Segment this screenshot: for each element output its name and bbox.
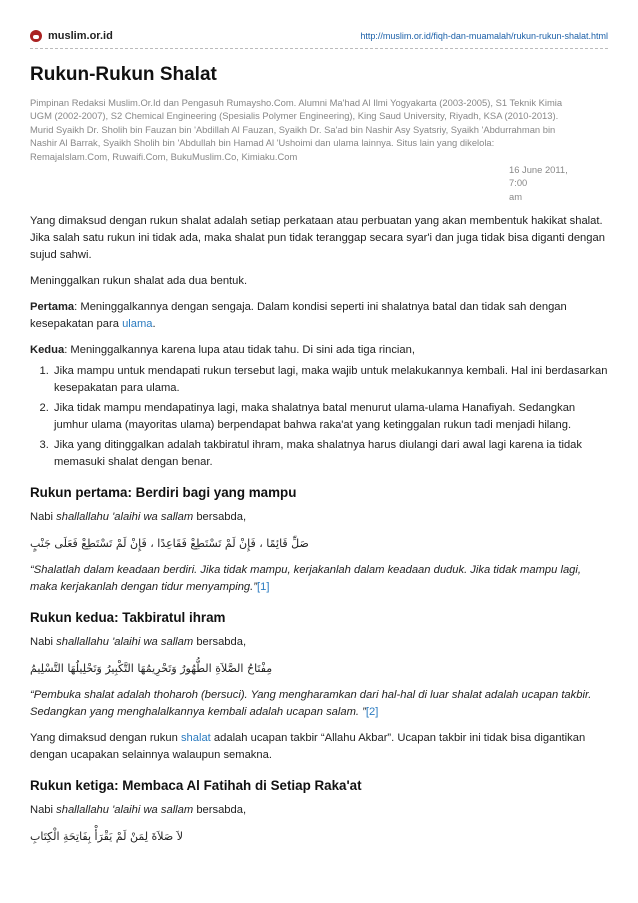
author-bio-line: Murid Syaikh Dr. Sholih bin Fauzan bin 'Abdillah Al Fauzan, Syaikh Dr. Sa'ad bin Nashir Asy Syatsriy, Syaikh 'Abdurrahman bin [30,123,556,135]
publish-date-line: 16 June 2011, 7:00 [509,164,568,189]
publish-date [509,163,579,203]
takbir-paragraph [30,730,608,764]
author-bio [30,96,608,163]
salawat-text: shallallahu 'alaihi wa sallam [56,511,194,524]
site-name[interactable]: muslim.or.id [48,30,113,42]
bersabda-text: bersabda, [193,636,247,649]
footnote-link[interactable]: [1] [256,581,270,594]
section-heading: Rukun pertama: Berdiri bagi yang mampu [30,485,297,501]
author-bio-line: Nashir Al Barrak, Syaikh Sholih bin 'Abdullah bin Hamad Al 'Ushoimi dan ulama lainnya. Situs lain yang dikelola: [30,137,495,149]
author-bio-line: Pimpinan Redaksi Muslim.Or.Id dan Pengasuh Rumaysho.Com. Alumni Ma'had Al Ilmi Yogyakarta (2003-2005), S1 Teknik Kimia [30,97,563,108]
pertama-text: : Meninggalkannya dengan sengaja. Dalam kondisi seperti ini shalatnya batal dan tidak sah dengan kesepakatan para [30,301,567,331]
footnote-link[interactable]: [2] [365,706,379,719]
article-title: Rukun-Rukun Shalat [30,64,217,85]
list-item: 3. Jika yang ditinggalkan adalah takbiratul ihram, maka shalatnya harus diulangi dari awal lagi karena ia tidak memasuki shalat dengan benar. [52,437,608,471]
takbir-text-pre: Yang dimaksud dengan rukun [30,732,181,745]
intro-paragraph: Yang dimaksud dengan rukun shalat adalah setiap perkataan atau perbuatan yang akan membentuk hakikat shalat. Jika salah satu rukun ini tidak ada, maka shalat pun tidak teranggap secara syar'i dan juga tidak bisa diganti dengan sujud sahwi. [30,215,605,262]
site-logo-icon [30,30,42,42]
nabi-text: Nabi [30,636,57,649]
kedua-label: Kedua [30,344,65,357]
nabi-text: Nabi [30,804,57,817]
pertama-end: . [152,318,156,331]
hadith-translation [30,687,608,721]
arabic-hadith [30,535,608,553]
arabic-hadith-text: لاَ صَلاَةَ لِمَنْ لَمْ يَقْرَأْ بِفَاتِحَةِ الْكِتَابِ [30,830,183,844]
hadith-intro [30,634,608,651]
top-bar [30,28,608,49]
ulama-link[interactable]: ulama [122,318,153,331]
nabi-text: Nabi [30,511,57,524]
shalat-link[interactable]: shalat [180,732,211,745]
publish-date-line: am [509,190,523,202]
rincian-list [30,363,608,471]
author-bio-line: UGM (2002-2007), S2 Chemical Engineering (Spesialis Polymer Engineering), King Saud University, Riyadh, KSA (2010-2013). [30,110,559,122]
salawat-text: shallallahu 'alaihi wa sallam [56,804,194,817]
list-item: 2. Jika tidak mampu mendapatinya lagi, maka shalatnya batal menurut ulama-ulama Hanafiyah. Sedangkan jumhur ulama (mayoritas ulama) berpendapat bahwa raka'at yang ketinggalan rukun tadi menjadi hilang. [52,400,608,434]
kedua-text: : Meninggalkannya karena lupa atau tidak tahu. Di sini ada tiga rincian, [64,344,415,357]
translation-text: “Shalatlah dalam keadaan berdiri. Jika tidak mampu, kerjakanlah dalam keadaan duduk. Jika tidak mampu lagi, maka kerjakanlah dengan tidur menyamping.” [30,564,581,594]
arabic-hadith-text: صَلِّ قَائِمًا ، فَإِنْ لَمْ تَسْتَطِعْ فَقَاعِدًا ، فَإِنْ لَمْ تَسْتَطِعْ فَعَلَى جَنْبٍ [30,537,309,551]
translation-text: “Pembuka shalat adalah thoharoh (bersuci). Yang mengharamkan dari hal-hal di luar shalat adalah ucapan takbir. Sedangkan yang menghalalkannya kembali adalah ucapan salam. ” [30,689,592,719]
kedua-paragraph [30,342,608,359]
salawat-text: shallallahu 'alaihi wa sallam [56,636,194,649]
arabic-hadith [30,660,608,678]
takbir-text-post: adalah ucapan takbir “Allahu Akbar”. Ucapan takbir ini tidak bisa digantikan dengan ucapakan selainnya walaupun semakna. [30,732,586,762]
hadith-intro [30,509,608,526]
bersabda-text: bersabda, [193,511,247,524]
hadith-translation [30,562,608,596]
two-forms-paragraph: Meninggalkan rukun shalat ada dua bentuk. [30,275,248,288]
pertama-label: Pertama [30,301,75,314]
section-heading: Rukun kedua: Takbiratul ihram [30,610,226,626]
pertama-paragraph [30,299,608,333]
list-item: 1. Jika mampu untuk mendapati rukun tersebut lagi, maka wajib untuk melakukannya kembali. Hal ini berdasarkan kesepakatan para ulama. [52,363,608,397]
article [30,64,608,846]
arabic-hadith-text: مِفْتَاحُ الصَّلاَةِ الطُّهُورُ وَتَحْرِيمُهَا التَّكْبِيرُ وَتَحْلِيلُهَا التَّسْلِيمُ [30,662,273,676]
arabic-hadith [30,828,608,846]
article-url[interactable]: http://muslim.or.id/fiqh-dan-muamalah/rukun-rukun-shalat.html [360,31,608,41]
author-bio-line: RemajaIslam.Com, Ruwaifi.Com, BukuMuslim.Co, Kimiaku.Com [30,150,298,162]
section-heading: Rukun ketiga: Membaca Al Fatihah di Setiap Raka'at [30,778,362,794]
bersabda-text: bersabda, [193,804,247,817]
hadith-intro [30,802,608,819]
